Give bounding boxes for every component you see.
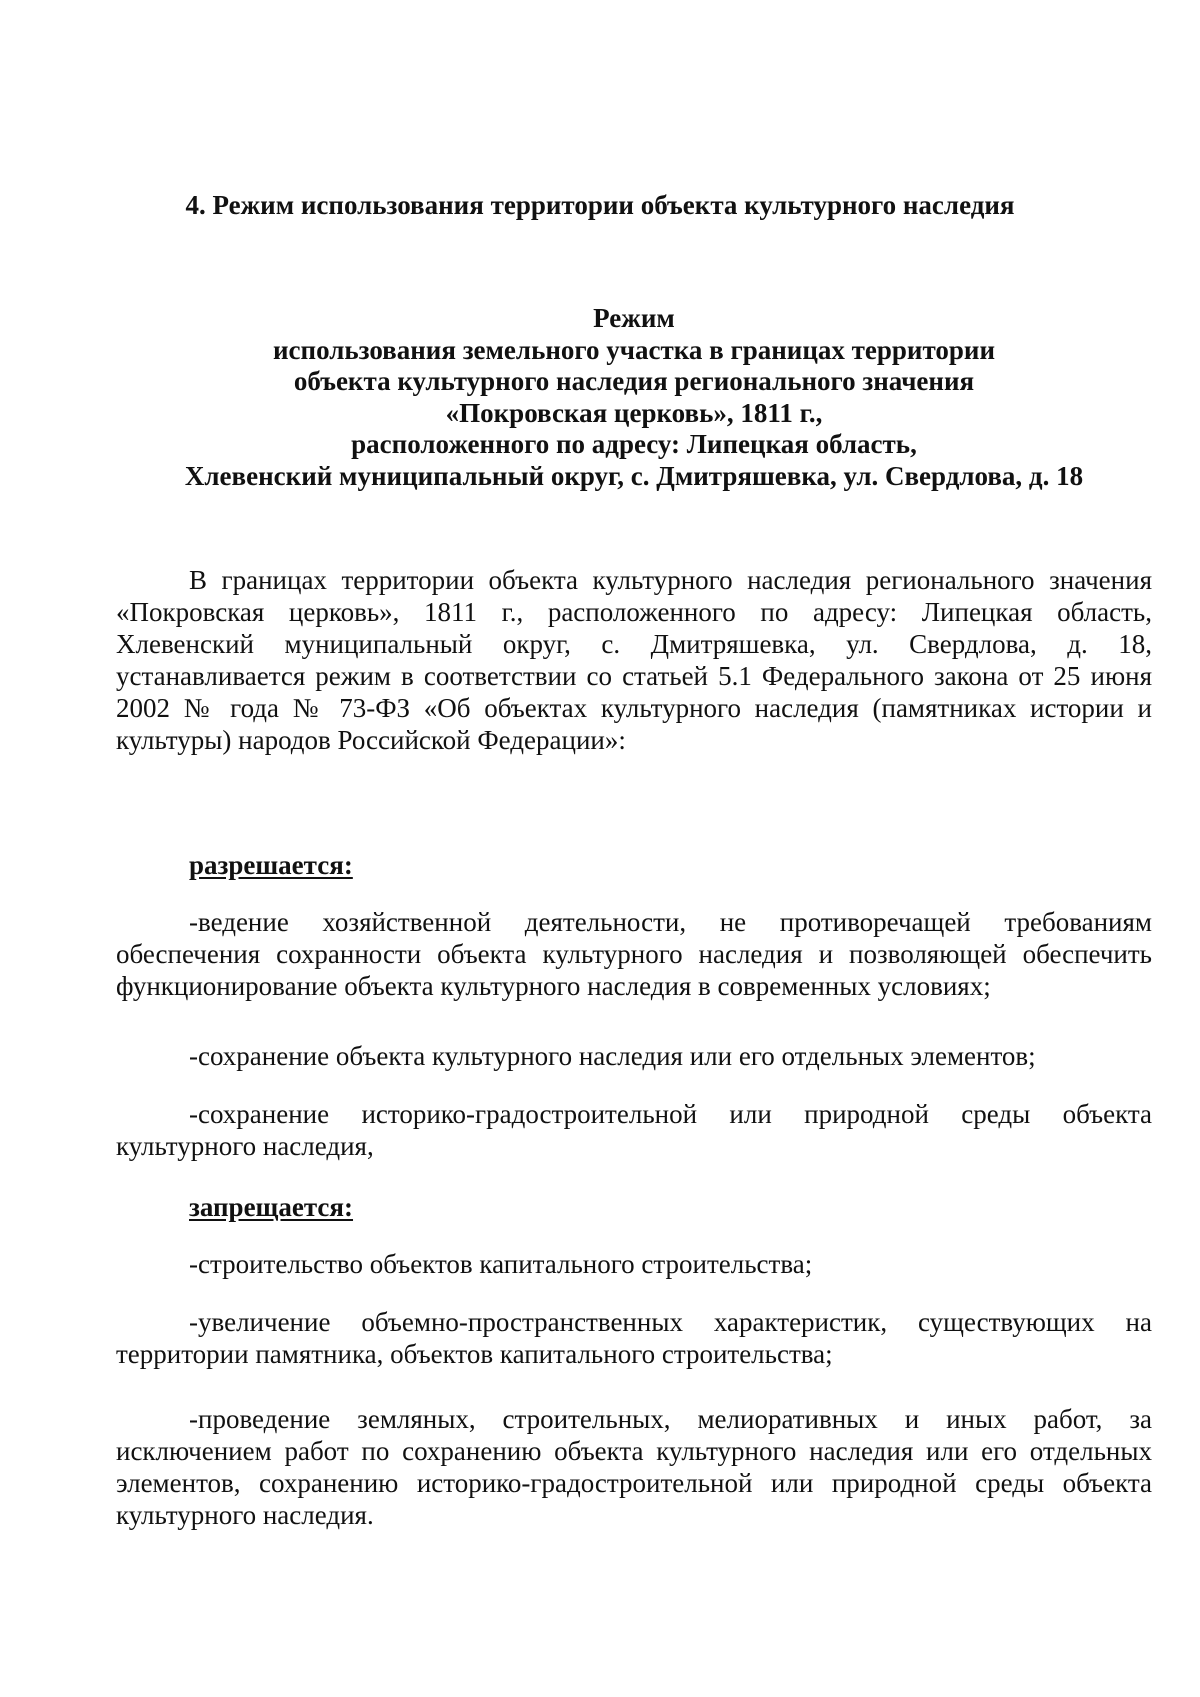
regime-title-line: «Покровская церковь», 1811 г.,: [445, 397, 823, 428]
regime-title-line: использования земельного участка в границах территории: [272, 334, 996, 365]
regime-title-line: Хлевенский муниципальный округ, с. Дмитряшевка, ул. Свердлова, д. 18: [184, 460, 1084, 491]
forbidden-item: -проведение земляных, строительных, мелиоративных и иных работ, за исключением работ по сохранению объекта культурного наследия или его отдельных элементов, сохранению историко-градостроительной или природной среды объекта культурного наследия.: [116, 1404, 1152, 1530]
forbidden-item: -строительство объектов капитального строительства;: [189, 1249, 813, 1279]
allowed-item: -сохранение историко-градостроительной или природной среды объекта культурного наследия,: [116, 1099, 1152, 1161]
regime-title-line: расположенного по адресу: Липецкая область,: [351, 429, 917, 459]
allowed-heading: разрешается:: [189, 850, 353, 880]
forbidden-heading: запрещается:: [189, 1192, 354, 1222]
regime-title-line: Режим: [593, 303, 675, 333]
allowed-item: -сохранение объекта культурного наследия или его отдельных элементов;: [189, 1041, 1036, 1071]
section-title: 4. Режим использования территории объекта культурного наследия: [185, 190, 1015, 220]
regime-title-line: объекта культурного наследия регионального значения: [293, 366, 975, 396]
forbidden-item: -увеличение объемно-пространственных характеристик, существующих на территории памятника, объектов капитального строительства;: [116, 1307, 1152, 1369]
regime-title-block: [100, 303, 1168, 492]
allowed-item: -ведение хозяйственной деятельности, не противоречащей требованиям обеспечения сохранности объекта культурного наследия и позволяющей обеспечить функционирование объекта культурного наследия в современных условиях;: [116, 907, 1152, 1001]
intro-paragraph: В границах территории объекта культурного наследия регионального значения «Покровская церковь», 1811 г., расположенного по адресу: Липецкая область, Хлевенский муниципальный округ, с. Дмитряшевка, ул. Свердлова, д. 18, устанавливается режим в соответствии со статьей 5.1 Федерального закона от 25 июня 2002 № года № 73-ФЗ «Об объектах культурного наследия (памятниках истории и культуры) народов Российской Федерации»:: [116, 565, 1152, 755]
